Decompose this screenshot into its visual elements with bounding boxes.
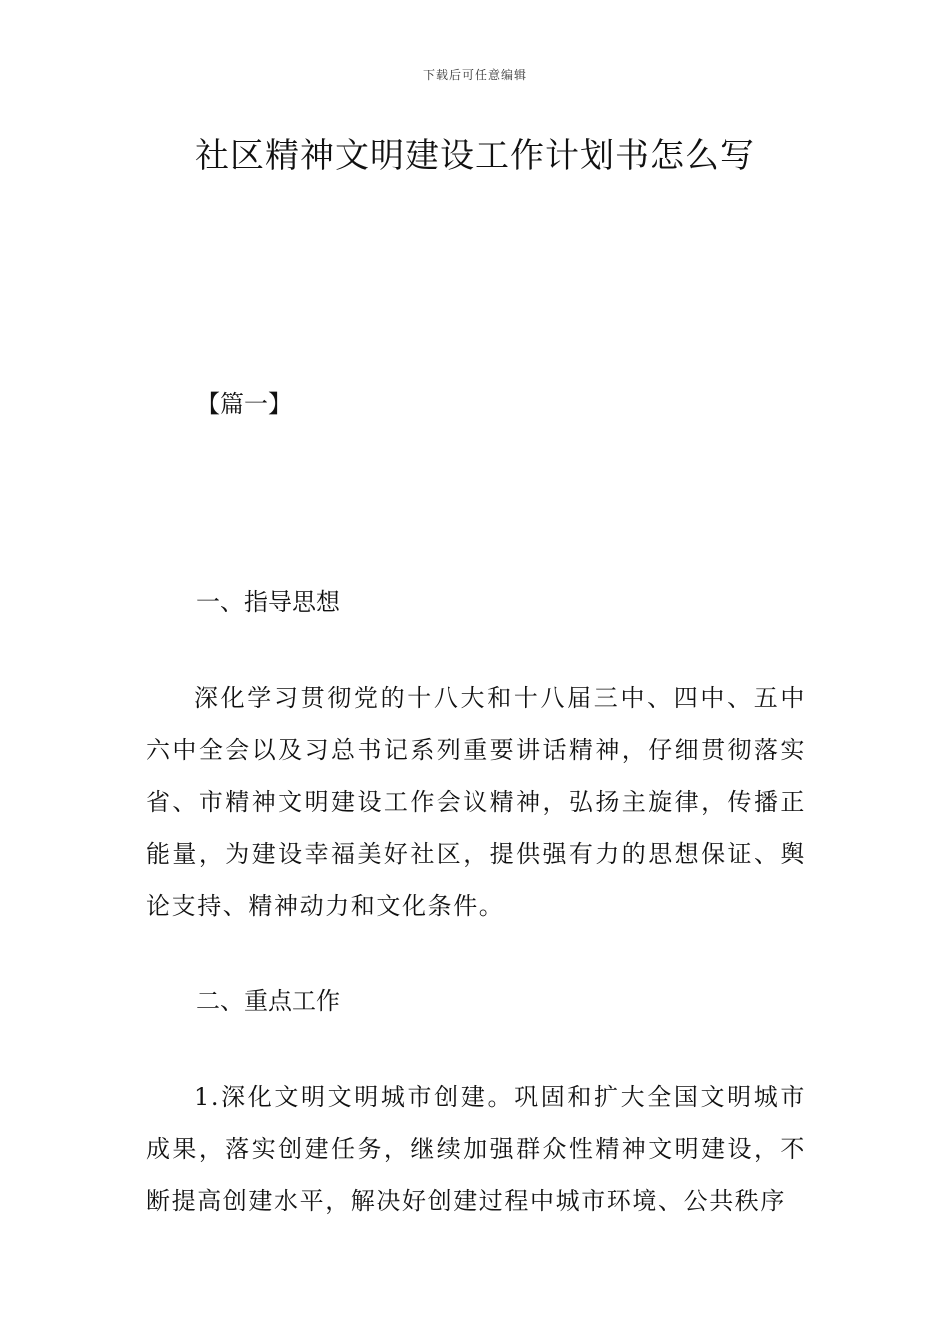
section-heading-guiding-ideology: 一、指导思想	[196, 588, 340, 616]
document-title: 社区精神文明建设工作计划书怎么写	[195, 136, 755, 176]
paragraph-guiding-ideology: 深化学习贯彻党的十八大和十八届三中、四中、五中六中全会以及习总书记系列重要讲话精神，仔细贯彻落实省、市精神文明建设工作会议精神，弘扬主旋律，传播正能量，为建设幸福美好社区，提供强有力的思想保证、舆论支持、精神动力和文化条件。	[146, 684, 806, 920]
header-note: 下载后可任意编辑	[422, 68, 527, 82]
section-tag: 【篇一】	[196, 390, 292, 418]
paragraph-key-work: 1.深化文明文明城市创建。巩固和扩大全国文明城市成果，落实创建任务，继续加强群众性精神文明建设，不断提高创建水平，解决好创建过程中城市环境、公共秩序	[146, 1083, 806, 1215]
section-heading-key-work: 二、重点工作	[196, 987, 340, 1015]
